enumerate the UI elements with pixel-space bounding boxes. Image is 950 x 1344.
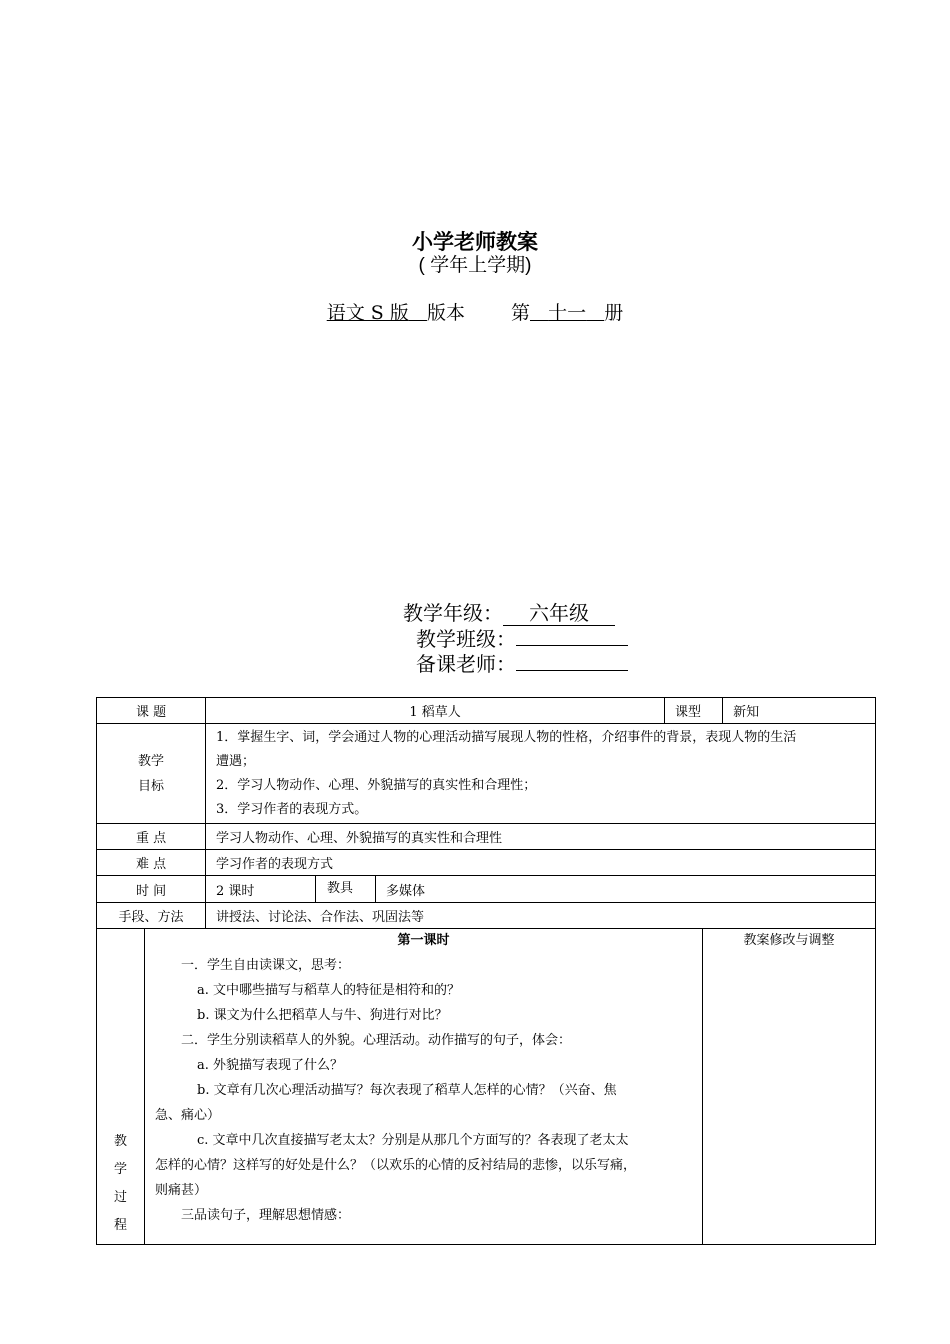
edition-suffix: 版本 bbox=[426, 302, 465, 324]
grade-value: 六年级 bbox=[503, 601, 615, 626]
type-value: 新知 bbox=[723, 698, 876, 724]
time-value: 2 课时 bbox=[206, 876, 316, 903]
volume-prefix: 第 bbox=[510, 302, 530, 324]
topic-label: 课 题 bbox=[97, 698, 206, 724]
process-line: 急、痛心） bbox=[155, 1108, 221, 1123]
key-value: 学习人物动作、心理、外貌描写的真实性和合理性 bbox=[206, 824, 876, 850]
class-value bbox=[516, 645, 628, 646]
class-label: 教学班级： bbox=[416, 627, 516, 651]
grade-label: 教学年级： bbox=[403, 601, 503, 625]
process-line: b. 文章有几次心理活动描写？每次表现了稻草人怎样的心情？（兴奋、焦 bbox=[197, 1083, 617, 1098]
process-line: 二．学生分别读稻草人的外貌。心理活动。动作描写的句子，体会： bbox=[181, 1033, 572, 1048]
process-label: 教 学 过 程 bbox=[97, 929, 145, 1245]
page-subtitle: ( 学年上学期) bbox=[418, 255, 532, 276]
teacher-label: 备课老师： bbox=[416, 652, 516, 676]
process-line: 怎样的心情？这样写的好处是什么？（以欢乐的心情的反衬结局的悲惨，以乐写痛， bbox=[155, 1158, 637, 1173]
volume-value: 十一 bbox=[548, 302, 587, 324]
goal-list bbox=[206, 724, 876, 824]
method-label: 手段、方法 bbox=[97, 903, 206, 929]
process-line: c. 文章中几次直接描写老太太？分别是从那几个方面写的？各表现了老太太 bbox=[197, 1133, 629, 1148]
key-label: 重 点 bbox=[97, 824, 206, 850]
process-line: 一．学生自由读课文，思考： bbox=[181, 958, 351, 973]
process-line: 则痛甚） bbox=[155, 1183, 208, 1198]
page-title: 小学老师教案 bbox=[412, 230, 538, 254]
type-label: 课型 bbox=[665, 698, 723, 724]
tool-label: 教具 bbox=[316, 876, 376, 902]
time-label: 时 间 bbox=[97, 876, 206, 903]
process-line: a. 外貌描写表现了什么？ bbox=[197, 1058, 344, 1073]
grade-row bbox=[403, 597, 615, 626]
process-content bbox=[145, 929, 703, 1245]
volume-suffix: 册 bbox=[604, 302, 624, 324]
notes-title: 教案修改与调整 bbox=[743, 933, 835, 948]
goal-line: 3．学习作者的表现方式。 bbox=[216, 801, 368, 817]
teacher-value bbox=[516, 670, 628, 671]
edition-line bbox=[0, 298, 950, 325]
lesson-title: 第一课时 bbox=[397, 933, 450, 948]
process-line: a. 文中哪些描写与稻草人的特征是相符和的？ bbox=[197, 983, 461, 998]
edition-name: 语文 S 版 bbox=[326, 302, 409, 324]
goal-line: 遭遇； bbox=[216, 753, 256, 769]
topic-value: 1 稻草人 bbox=[206, 698, 665, 724]
goal-line: 1．掌握生字、词，学会通过人物的心理活动描写展现人物的性格，介绍事件的背景，表现人物的生活 bbox=[216, 729, 797, 745]
difficulty-value: 学习作者的表现方式 bbox=[206, 850, 876, 876]
goal-line: 2．学习人物动作、心理、外貌描写的真实性和合理性； bbox=[216, 777, 537, 793]
lesson-plan-table bbox=[96, 697, 876, 1245]
goal-label: 教学 目标 bbox=[97, 724, 206, 824]
difficulty-label: 难 点 bbox=[97, 850, 206, 876]
process-line: 三品读句子，理解思想情感： bbox=[181, 1208, 351, 1223]
method-value: 讲授法、讨论法、合作法、巩固法等 bbox=[206, 903, 876, 929]
process-line: b. 课文为什么把稻草人与牛、狗进行对比？ bbox=[197, 1008, 448, 1023]
notes-column bbox=[703, 929, 876, 1245]
tool-value: 多媒体 bbox=[386, 883, 426, 899]
teacher-row bbox=[416, 648, 628, 677]
